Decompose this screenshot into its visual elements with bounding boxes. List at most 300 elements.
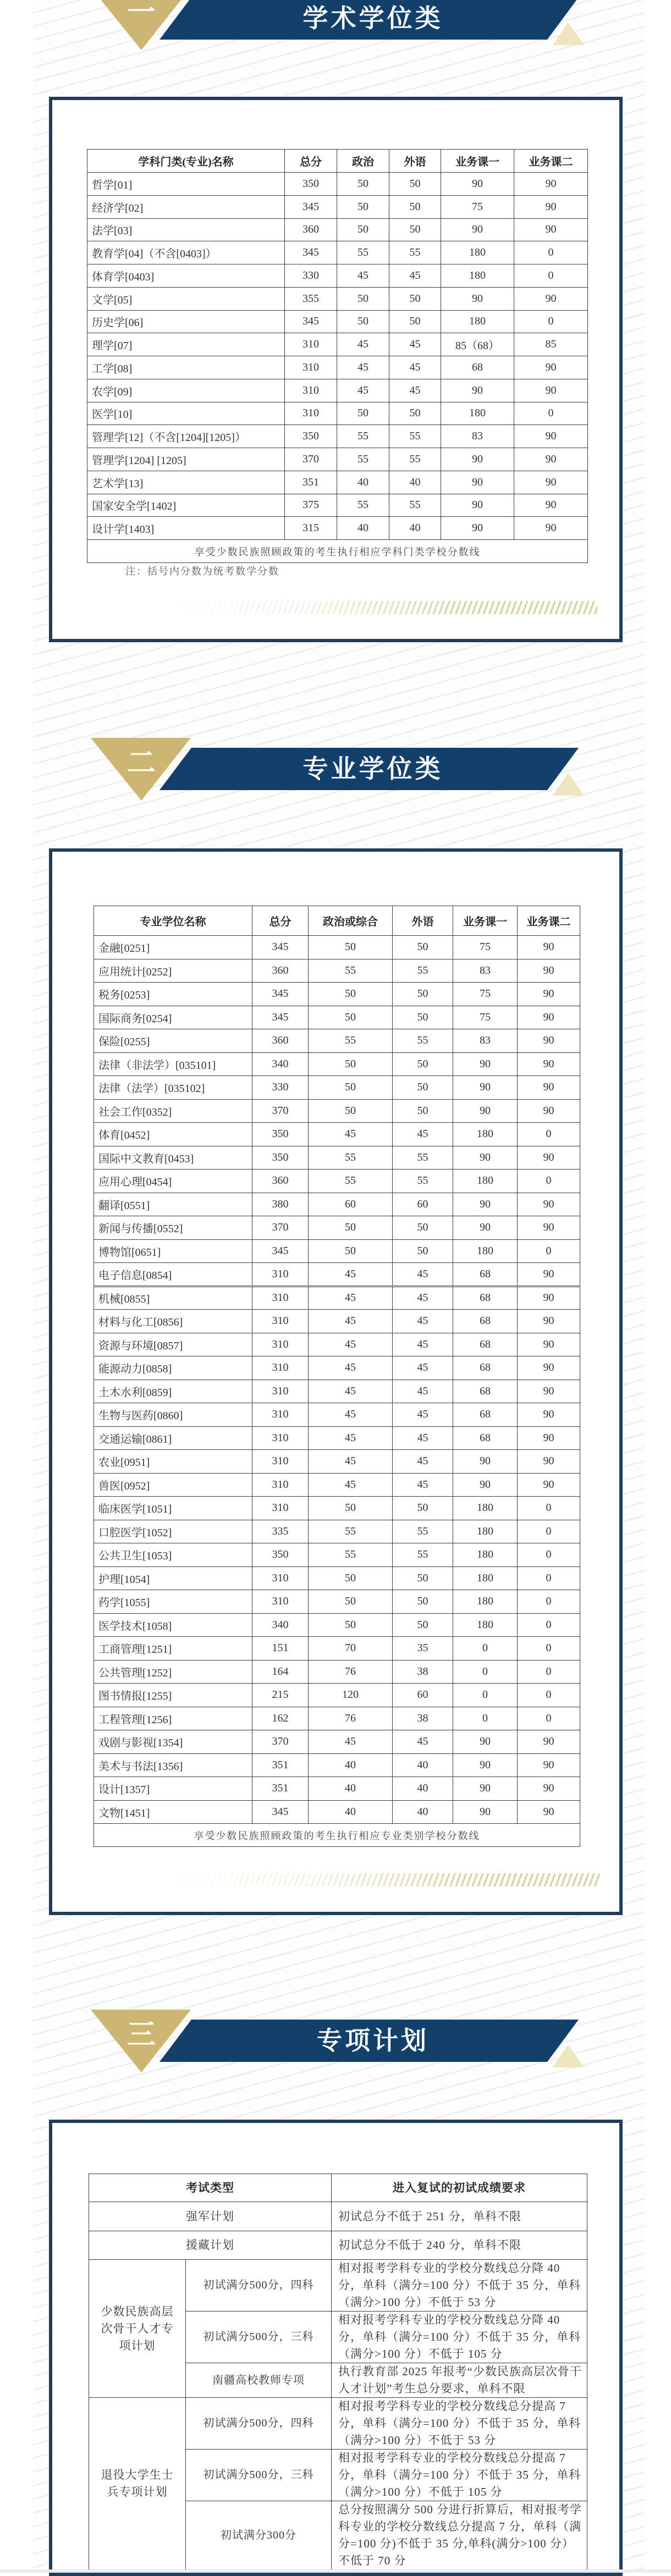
foreign-score: 45 — [393, 1123, 453, 1146]
total-score: 360 — [285, 218, 337, 241]
discipline-name: 理学[07] — [87, 333, 285, 356]
degree-name: 交通运输[0861] — [94, 1426, 252, 1450]
course1-score: 83 — [453, 1029, 518, 1053]
degree-name: 口腔医学[1052] — [94, 1520, 252, 1543]
politics-score: 45 — [309, 1310, 393, 1333]
degree-name: 机械[0855] — [94, 1286, 252, 1310]
politics-score: 45 — [309, 1123, 393, 1146]
course2-score: 0 — [518, 1543, 580, 1567]
table-row — [94, 1590, 580, 1614]
page-bottom-bar — [0, 2569, 671, 2573]
course2-score: 90 — [518, 1753, 580, 1777]
course2-score: 90 — [514, 517, 588, 540]
decorative-stripes — [165, 601, 597, 614]
degree-name: 国际中文教育[0453] — [94, 1146, 252, 1170]
politics-score: 50 — [309, 1239, 393, 1263]
course1-score: 75 — [453, 1006, 518, 1029]
course1-score: 180 — [453, 1170, 518, 1193]
minority-policy-note: 享受少数民族照顾政策的考生执行相应专业类别学校分数线 — [94, 1824, 580, 1847]
foreign-score: 45 — [393, 1286, 453, 1310]
light-triangle-decoration — [553, 23, 584, 45]
foreign-score: 50 — [393, 1216, 453, 1240]
degree-name: 设计[1357] — [94, 1777, 252, 1801]
header-foreign: 外语 — [389, 150, 441, 173]
degree-name: 国际商务[0254] — [94, 1006, 252, 1029]
discipline-name: 体育学[0403] — [87, 264, 285, 288]
table-row — [94, 1380, 580, 1403]
total-score: 335 — [252, 1520, 309, 1543]
table-row — [87, 448, 588, 471]
foreign-score: 50 — [393, 1566, 453, 1590]
table-footer-row — [94, 1824, 580, 1847]
foreign-score: 50 — [389, 287, 441, 310]
course2-score: 0 — [518, 1707, 580, 1730]
degree-name: 公共管理[1252] — [94, 1660, 252, 1684]
course1-score: 90 — [441, 218, 514, 241]
header-requirement: 进入复试的初试成绩要求 — [332, 2174, 587, 2202]
politics-score: 55 — [337, 241, 389, 264]
course1-score: 68 — [453, 1310, 518, 1333]
course1-score: 180 — [453, 1520, 518, 1543]
foreign-score: 55 — [389, 494, 441, 517]
politics-score: 45 — [337, 264, 389, 288]
table-row — [87, 173, 588, 196]
degree-name: 医学技术[1058] — [94, 1613, 252, 1637]
total-score: 310 — [285, 356, 337, 379]
total-score: 310 — [252, 1356, 309, 1380]
course1-score: 68 — [453, 1380, 518, 1403]
plan-requirement: 相对报考学科专业的学校分数线总分提高 7 分，单科（满分=100 分）不低于 35 分，单科（满分>100 分）不低于 53 分 — [332, 2398, 587, 2450]
section-title: 专项计划 — [317, 2026, 429, 2055]
total-score: 351 — [252, 1753, 309, 1777]
professional-card — [49, 848, 623, 1915]
politics-score: 50 — [337, 402, 389, 425]
foreign-score: 45 — [389, 356, 441, 379]
course2-score: 90 — [518, 1356, 580, 1380]
politics-score: 45 — [309, 1473, 393, 1497]
politics-score: 55 — [309, 1520, 393, 1543]
discipline-name: 法学[03] — [87, 218, 285, 241]
degree-name: 资源与环境[0857] — [94, 1333, 252, 1356]
course2-score: 90 — [518, 1380, 580, 1403]
table-row — [94, 1497, 580, 1520]
total-score: 345 — [252, 1239, 309, 1263]
politics-score: 50 — [309, 1006, 393, 1029]
politics-score: 55 — [337, 425, 389, 448]
politics-score: 45 — [337, 333, 389, 356]
header-exam-type: 考试类型 — [89, 2174, 332, 2202]
politics-score: 55 — [309, 1170, 393, 1193]
degree-name: 新闻与传播[0552] — [94, 1216, 252, 1240]
foreign-score: 55 — [393, 1029, 453, 1053]
total-score: 350 — [252, 1543, 309, 1567]
politics-score: 50 — [309, 1076, 393, 1100]
table-row — [94, 1239, 580, 1263]
course1-score: 180 — [453, 1566, 518, 1590]
course1-score: 180 — [453, 1613, 518, 1637]
footnote: 注：括号内分数为统考数学分数 — [125, 566, 279, 577]
politics-score: 40 — [309, 1800, 393, 1824]
header-politics: 政治或综合 — [309, 906, 393, 936]
course1-score: 0 — [453, 1684, 518, 1707]
table-row — [94, 983, 580, 1006]
foreign-score: 38 — [393, 1707, 453, 1730]
total-score: 350 — [252, 1123, 309, 1146]
foreign-score: 55 — [389, 448, 441, 471]
course1-score: 90 — [441, 517, 514, 540]
course2-score: 0 — [518, 1590, 580, 1614]
discipline-name: 工学[08] — [87, 356, 285, 379]
foreign-score: 45 — [393, 1450, 453, 1474]
degree-name: 博物馆[0651] — [94, 1239, 252, 1263]
header-politics: 政治 — [337, 150, 389, 173]
table-row — [94, 1099, 580, 1123]
course1-score: 90 — [453, 1730, 518, 1754]
course2-score: 0 — [518, 1613, 580, 1637]
table-row — [87, 264, 588, 288]
degree-name: 体育[0452] — [94, 1123, 252, 1146]
course2-score: 90 — [518, 1800, 580, 1824]
header-total: 总分 — [285, 150, 337, 173]
discipline-name: 艺术学[13] — [87, 471, 285, 494]
degree-name: 工商管理[1251] — [94, 1637, 252, 1661]
course1-score: 85（68） — [441, 333, 514, 356]
course1-score: 90 — [453, 1076, 518, 1100]
course1-score: 90 — [453, 1193, 518, 1216]
degree-name: 护理[1054] — [94, 1566, 252, 1590]
course2-score: 0 — [518, 1660, 580, 1684]
politics-score: 120 — [309, 1684, 393, 1707]
total-score: 310 — [252, 1590, 309, 1614]
course2-score: 90 — [514, 425, 588, 448]
header-course2: 业务课二 — [518, 906, 580, 936]
total-score: 310 — [252, 1450, 309, 1474]
table-row — [94, 1193, 580, 1216]
plan-requirement: 执行教育部 2025 年报考“少数民族高层次骨干人才计划”考生总分要求，单科不限 — [332, 2363, 587, 2398]
total-score: 370 — [252, 1216, 309, 1240]
course1-score: 0 — [453, 1660, 518, 1684]
plan-requirement: 相对报考学科专业的学校分数线总分提高 7 分，单科（满分=100 分）不低于 35 分，单科（满分>100 分）不低于 105 分 — [332, 2450, 587, 2501]
course2-score: 0 — [518, 1123, 580, 1146]
course1-score: 68 — [453, 1286, 518, 1310]
table-row — [94, 1753, 580, 1777]
politics-score: 45 — [309, 1380, 393, 1403]
table-row — [94, 1520, 580, 1543]
total-score: 310 — [252, 1403, 309, 1427]
total-score: 330 — [285, 264, 337, 288]
table-row — [94, 1543, 580, 1567]
politics-score: 55 — [309, 1146, 393, 1170]
foreign-score: 55 — [393, 1170, 453, 1193]
politics-score: 45 — [309, 1333, 393, 1356]
total-score: 310 — [252, 1286, 309, 1310]
course1-score: 180 — [453, 1497, 518, 1520]
total-score: 380 — [252, 1193, 309, 1216]
politics-score: 50 — [337, 287, 389, 310]
politics-score: 50 — [337, 310, 389, 333]
plan-type: 援藏计划 — [89, 2231, 332, 2260]
course1-score: 180 — [453, 1239, 518, 1263]
politics-score: 45 — [337, 379, 389, 402]
table-row — [87, 218, 588, 241]
table-row — [87, 356, 588, 379]
politics-score: 50 — [309, 1590, 393, 1614]
total-score: 340 — [252, 1613, 309, 1637]
table-row — [89, 2260, 587, 2312]
foreign-score: 50 — [389, 218, 441, 241]
table-row — [89, 2398, 587, 2450]
course2-score: 90 — [518, 1450, 580, 1474]
total-score: 370 — [252, 1099, 309, 1123]
politics-score: 50 — [337, 195, 389, 218]
table-row — [94, 1356, 580, 1380]
total-score: 345 — [252, 1800, 309, 1824]
plan-group-label: 少数民族高层次骨干人才专项计划 — [89, 2260, 186, 2398]
foreign-score: 50 — [393, 1006, 453, 1029]
course2-score: 0 — [518, 1239, 580, 1263]
course2-score: 0 — [518, 1684, 580, 1707]
total-score: 310 — [252, 1566, 309, 1590]
plan-subtype: 初试满分500分，四科 — [186, 2398, 332, 2450]
plan-subtype: 初试满分300分 — [186, 2501, 332, 2570]
course1-score: 68 — [453, 1333, 518, 1356]
table-row — [94, 1660, 580, 1684]
total-score: 310 — [252, 1380, 309, 1403]
degree-name: 法律（非法学）[035101] — [94, 1052, 252, 1076]
light-triangle-decoration — [553, 773, 584, 796]
foreign-score: 45 — [389, 379, 441, 402]
politics-score: 55 — [337, 448, 389, 471]
table-row — [87, 287, 588, 310]
degree-name: 法律（法学）[035102] — [94, 1076, 252, 1100]
course2-score: 90 — [518, 1146, 580, 1170]
table-footer-row — [87, 540, 588, 563]
total-score: 340 — [252, 1052, 309, 1076]
degree-name: 临床医学[1051] — [94, 1497, 252, 1520]
course1-score: 90 — [453, 1450, 518, 1474]
course1-score: 68 — [453, 1263, 518, 1287]
foreign-score: 55 — [393, 1543, 453, 1567]
politics-score: 50 — [309, 1099, 393, 1123]
course2-score: 0 — [514, 264, 588, 288]
course1-score: 180 — [453, 1590, 518, 1614]
degree-name: 药学[1055] — [94, 1590, 252, 1614]
course1-score: 180 — [453, 1543, 518, 1567]
degree-name: 应用统计[0252] — [94, 959, 252, 983]
table-row — [94, 1403, 580, 1427]
foreign-score: 50 — [393, 1590, 453, 1614]
politics-score: 50 — [337, 218, 389, 241]
table-row — [94, 1146, 580, 1170]
section-banner-academic — [0, 0, 671, 52]
course2-score: 0 — [518, 1520, 580, 1543]
discipline-name: 设计学[1403] — [87, 517, 285, 540]
course1-score: 90 — [453, 1099, 518, 1123]
course1-score: 90 — [441, 379, 514, 402]
total-score: 350 — [252, 1146, 309, 1170]
table-row — [94, 1263, 580, 1287]
course2-score: 90 — [518, 1286, 580, 1310]
course2-score: 90 — [518, 1473, 580, 1497]
course1-score: 90 — [453, 1146, 518, 1170]
politics-score: 45 — [309, 1286, 393, 1310]
discipline-name: 国家安全学[1402] — [87, 494, 285, 517]
course2-score: 90 — [518, 1263, 580, 1287]
total-score: 345 — [285, 195, 337, 218]
course2-score: 85 — [514, 333, 588, 356]
section-banner-professional — [0, 737, 671, 803]
foreign-score: 38 — [393, 1660, 453, 1684]
politics-score: 40 — [337, 517, 389, 540]
discipline-name: 教育学[04]（不含[0403]） — [87, 241, 285, 264]
course1-score: 90 — [441, 448, 514, 471]
foreign-score: 55 — [393, 1146, 453, 1170]
foreign-score: 55 — [389, 425, 441, 448]
course2-score: 0 — [514, 310, 588, 333]
course2-score: 90 — [518, 1216, 580, 1240]
foreign-score: 45 — [393, 1380, 453, 1403]
table-row — [94, 1800, 580, 1824]
total-score: 345 — [252, 983, 309, 1006]
course2-score: 0 — [518, 1637, 580, 1661]
foreign-score: 45 — [393, 1333, 453, 1356]
table-row — [94, 1684, 580, 1707]
table-row — [94, 1216, 580, 1240]
course1-score: 75 — [453, 983, 518, 1006]
foreign-score: 50 — [389, 173, 441, 196]
foreign-score: 40 — [389, 471, 441, 494]
course2-score: 90 — [518, 1730, 580, 1754]
total-score: 355 — [285, 287, 337, 310]
course2-score: 90 — [514, 494, 588, 517]
plan-type: 强军计划 — [89, 2202, 332, 2231]
total-score: 310 — [252, 1310, 309, 1333]
foreign-score: 45 — [389, 264, 441, 288]
politics-score: 55 — [337, 494, 389, 517]
light-triangle-decoration — [553, 2045, 584, 2067]
foreign-score: 55 — [393, 1520, 453, 1543]
plan-subtype: 初试满分500分，三科 — [186, 2312, 332, 2363]
course1-score: 180 — [453, 1123, 518, 1146]
total-score: 375 — [285, 494, 337, 517]
course2-score: 90 — [518, 1193, 580, 1216]
table-row — [87, 425, 588, 448]
total-score: 370 — [285, 448, 337, 471]
discipline-name: 农学[09] — [87, 379, 285, 402]
course2-score: 90 — [514, 356, 588, 379]
course2-score: 0 — [514, 402, 588, 425]
foreign-score: 40 — [393, 1753, 453, 1777]
degree-name: 美术与书法[1356] — [94, 1753, 252, 1777]
section-number: 一 — [127, 0, 156, 29]
course2-score: 90 — [514, 448, 588, 471]
foreign-score: 50 — [393, 1099, 453, 1123]
course2-score: 0 — [518, 1566, 580, 1590]
table-row — [94, 959, 580, 983]
politics-score: 45 — [309, 1403, 393, 1427]
section-number: 二 — [127, 747, 156, 780]
table-row — [94, 1777, 580, 1801]
plan-subtype: 初试满分500分，三科 — [186, 2450, 332, 2501]
foreign-score: 60 — [393, 1193, 453, 1216]
header-name: 专业学位名称 — [94, 906, 252, 936]
table-row — [94, 1707, 580, 1730]
politics-score: 50 — [309, 1497, 393, 1520]
table-row — [94, 1310, 580, 1333]
course2-score: 0 — [518, 1497, 580, 1520]
table-row — [89, 2231, 587, 2260]
total-score: 162 — [252, 1707, 309, 1730]
total-score: 310 — [285, 402, 337, 425]
header-foreign: 外语 — [393, 906, 453, 936]
foreign-score: 45 — [393, 1356, 453, 1380]
foreign-score: 50 — [389, 402, 441, 425]
foreign-score: 50 — [389, 195, 441, 218]
total-score: 345 — [252, 936, 309, 959]
discipline-name: 管理学[1204] [1205] — [87, 448, 285, 471]
total-score: 351 — [285, 471, 337, 494]
table-row — [94, 1613, 580, 1637]
course2-score: 90 — [514, 287, 588, 310]
course2-score: 90 — [518, 1333, 580, 1356]
degree-name: 图书情报[1255] — [94, 1684, 252, 1707]
table-row — [94, 1076, 580, 1100]
table-row — [94, 1052, 580, 1076]
politics-score: 45 — [337, 356, 389, 379]
course1-score: 180 — [441, 264, 514, 288]
degree-name: 保险[0255] — [94, 1029, 252, 1053]
politics-score: 40 — [337, 471, 389, 494]
total-score: 345 — [252, 1006, 309, 1029]
politics-score: 50 — [309, 1566, 393, 1590]
decorative-stripes — [165, 1873, 600, 1887]
foreign-score: 50 — [393, 1052, 453, 1076]
politics-score: 76 — [309, 1660, 393, 1684]
course2-score: 90 — [518, 1403, 580, 1427]
table-row — [87, 471, 588, 494]
course1-score: 83 — [441, 425, 514, 448]
total-score: 310 — [252, 1473, 309, 1497]
course2-score: 90 — [514, 471, 588, 494]
total-score: 151 — [252, 1637, 309, 1661]
degree-name: 兽医[0952] — [94, 1473, 252, 1497]
foreign-score: 45 — [393, 1263, 453, 1287]
plan-requirement: 初试总分不低于 251 分，单科不限 — [332, 2202, 587, 2231]
table-row — [89, 2202, 587, 2231]
table-row — [94, 1637, 580, 1661]
course1-score: 180 — [441, 402, 514, 425]
table-row — [94, 1170, 580, 1193]
course2-score: 90 — [518, 1076, 580, 1100]
course1-score: 83 — [453, 959, 518, 983]
course2-score: 90 — [518, 1426, 580, 1450]
politics-score: 50 — [309, 936, 393, 959]
section-title: 学术学位类 — [302, 3, 443, 33]
course2-score: 90 — [518, 983, 580, 1006]
section-number: 三 — [127, 2018, 156, 2051]
politics-score: 45 — [309, 1730, 393, 1754]
course2-score: 90 — [518, 1052, 580, 1076]
plan-requirement: 相对报考学科专业的学校分数线总分降 40 分，单科（满分=100 分）不低于 35 分，单科（满分>100 分）不低于 105 分 — [332, 2312, 587, 2363]
table-header-row — [89, 2174, 587, 2202]
total-score: 370 — [252, 1730, 309, 1754]
course2-score: 0 — [518, 1170, 580, 1193]
course2-score: 90 — [518, 1777, 580, 1801]
table-row — [94, 1029, 580, 1053]
foreign-score: 45 — [393, 1310, 453, 1333]
politics-score: 40 — [309, 1753, 393, 1777]
course2-score: 90 — [514, 379, 588, 402]
